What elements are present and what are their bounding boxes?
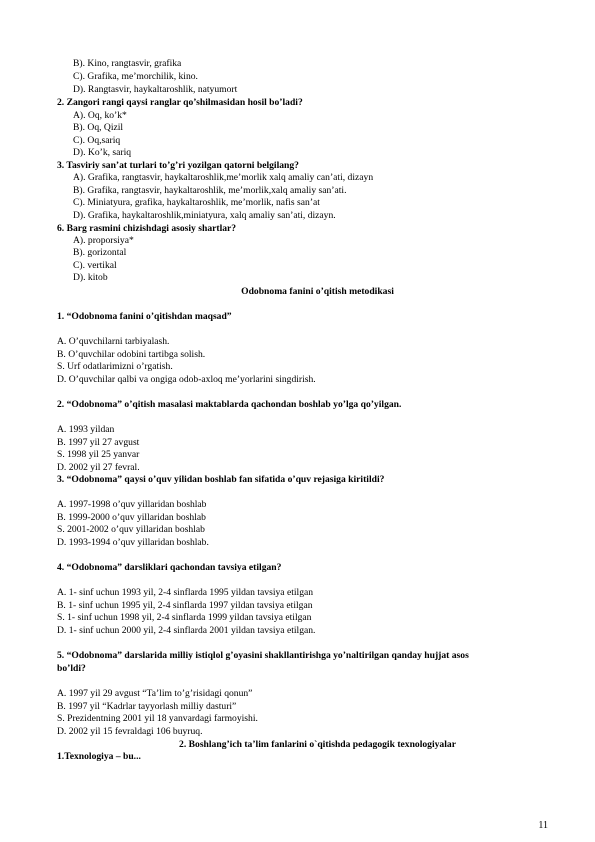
option-line: D). kitob xyxy=(73,272,108,283)
option-line: B). Grafika, rangtasvir, haykaltaroshlik, me’morlik,xalq amaliy san’ati. xyxy=(73,185,347,196)
option-line: D). Rangtasvir, haykaltaroshlik, natyumort xyxy=(73,84,238,95)
option-line: B). gorizontal xyxy=(73,247,127,258)
option-line: A). proporsiya* xyxy=(73,235,134,246)
option-line: D). Ko’k, sariq xyxy=(73,147,132,158)
option-line: A. 1997 yil 29 avgust “Ta’lim to’g’risidagi qonun” xyxy=(57,688,253,699)
question-heading: 1. “Odobnoma fanini o’qitishdan maqsad” xyxy=(57,311,232,322)
option-line: D. 2002 yil 15 fevraldagi 106 buyruq. xyxy=(57,726,203,737)
question-heading: 5. “Odobnoma” darslarida milliy istiqlol g’oyasini shakllantirishga yo’naltirilgan qanday hujjat asos xyxy=(57,650,469,661)
question-heading: 3. “Odobnoma” qaysi o’quv yilidan boshlab fan sifatida o’quv rejasiga kiritildi? xyxy=(57,474,385,485)
section-title: Odobnoma fanini o’qitish metodikasi xyxy=(241,286,394,297)
option-line: S. 2001-2002 o’quv yillaridan boshlab xyxy=(57,524,205,535)
section-title: 2. Boshlang’ich ta’lim fanlarini o`qitishda pedagogik texnologiyalar xyxy=(179,739,456,750)
option-line: C). Miniatyura, grafika, haykaltaroshlik, me’morlik, nafis san’at xyxy=(73,197,320,208)
question-heading: 2. “Odobnoma” o’qitish masalasi maktablarda qachondan boshlab yo’lga qo’yilgan. xyxy=(57,399,402,410)
option-line: D. 2002 yil 27 fevral. xyxy=(57,462,140,473)
option-line: S. Prezidentning 2001 yil 18 yanvardagi farmoyishi. xyxy=(57,713,258,724)
question-heading-continued: bo’ldi? xyxy=(57,663,86,674)
option-line: B). Kino, rangtasvir, grafika xyxy=(73,58,182,69)
option-line: B. 1997 yil “Kadrlar tayyorlash milliy dasturi” xyxy=(57,701,237,712)
option-line: S. Urf odatlarimizni o’rgatish. xyxy=(57,361,173,372)
option-line: D. 1993-1994 o’quv yillaridan boshlab. xyxy=(57,537,209,548)
option-line: D). Grafika, haykaltaroshlik,miniatyura, xalq amaliy san’ati, dizayn. xyxy=(73,210,336,221)
option-line: A. 1997-1998 o’quv yillaridan boshlab xyxy=(57,499,207,510)
option-line: B. 1999-2000 o’quv yillaridan boshlab xyxy=(57,512,206,523)
option-line: D. 1- sinf uchun 2000 yil, 2-4 sinflarda 2001 yildan tavsiya etilgan. xyxy=(57,625,316,636)
option-line: C). Oq,sariq xyxy=(73,135,121,146)
option-line: A. 1993 yildan xyxy=(57,424,115,435)
option-line: S. 1- sinf uchun 1998 yil, 2-4 sinflarda 1999 yildan tavsiya etilgan xyxy=(57,612,312,623)
option-line: A. 1- sinf uchun 1993 yil, 2-4 sinflarda 1995 yildan tavsiya etilgan xyxy=(57,587,314,598)
option-line: B. O’quvchilar odobini tartibga solish. xyxy=(57,349,206,360)
question-heading: 3. Tasviriy san’at turlari to’g’ri yozilgan qatorni belgilang? xyxy=(57,160,299,171)
option-line: C). vertikal xyxy=(73,260,117,271)
option-line: D. O’quvchilar qalbi va ongiga odob-axloq me’yorlarini singdirish. xyxy=(57,374,316,385)
option-line: S. 1998 yil 25 yanvar xyxy=(57,449,140,460)
question-heading: 4. “Odobnoma” darsliklari qachondan tavsiya etilgan? xyxy=(57,562,282,573)
option-line: A. O’quvchilarni tarbiyalash. xyxy=(57,336,170,347)
option-line: B). Oq, Qizil xyxy=(73,122,124,133)
option-line: C). Grafika, me’morchilik, kino. xyxy=(73,71,198,82)
option-line: B. 1- sinf uchun 1995 yil, 2-4 sinflarda 1997 yildan tavsiya etilgan xyxy=(57,600,313,611)
question-heading: 2. Zangori rangi qaysi ranglar qo’shilmasidan hosil bo’ladi? xyxy=(57,97,303,108)
page-number: 11 xyxy=(538,820,548,831)
option-line: A). Oq, ko’k* xyxy=(73,110,127,121)
question-heading: 6. Barg rasmini chizishdagi asosiy shartlar? xyxy=(57,223,237,234)
option-line: A). Grafika, rangtasvir, haykaltaroshlik,me’morlik xalq amaliy can’ati, dizayn xyxy=(73,172,374,183)
question-heading: 1.Texnologiya – bu... xyxy=(57,751,141,762)
option-line: B. 1997 yil 27 avgust xyxy=(57,437,140,448)
